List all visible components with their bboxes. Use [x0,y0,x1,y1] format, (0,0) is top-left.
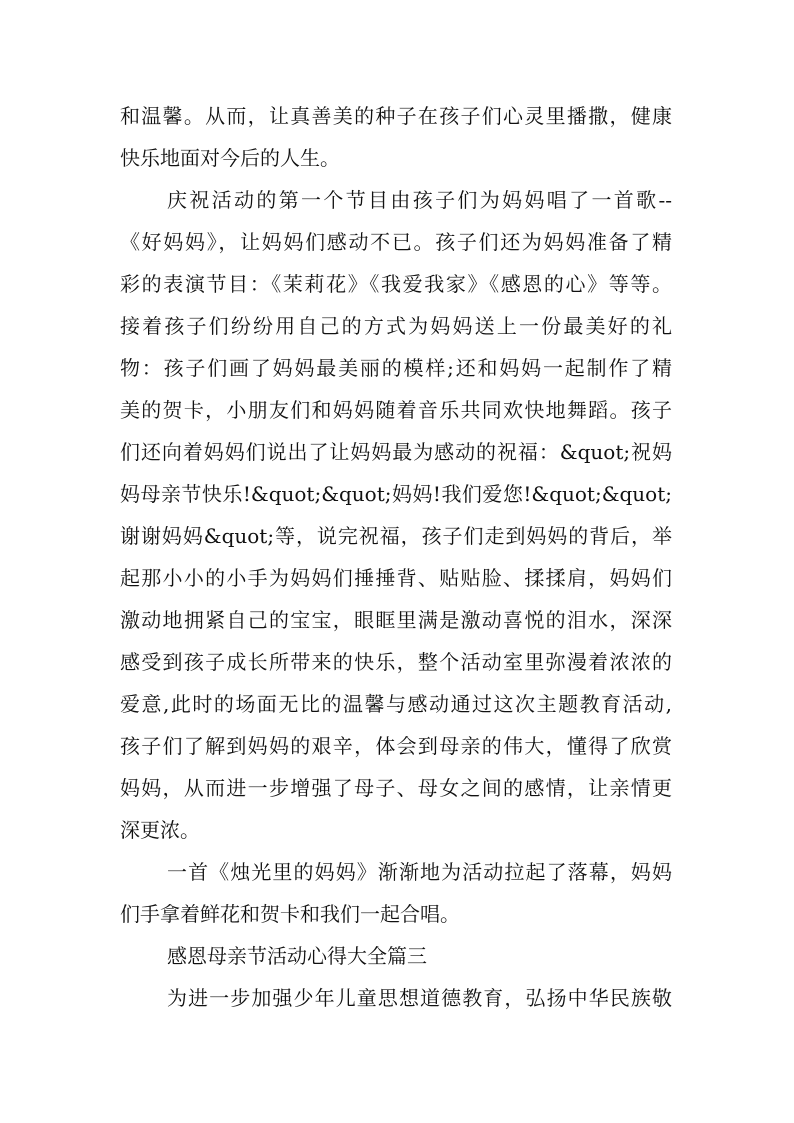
text-line: 接着孩子们纷纷用自己的方式为妈妈送上一份最美好的礼 [120,314,672,338]
text-line: 庆祝活动的第一个节目由孩子们为妈妈唱了一首歌-- [167,188,672,212]
text-line: 美的贺卡，小朋友们和妈妈随着音乐共同欢快地舞蹈。孩子 [120,398,672,422]
text-line: 《好妈妈》，让妈妈们感动不已。孩子们还为妈妈准备了精 [120,230,672,254]
text-line: 彩的表演节目：《茉莉花》《我爱我家》《感恩的心》等等。 [120,272,672,296]
text-line: 孩子们了解到妈妈的艰辛，体会到母亲的伟大，懂得了欣赏 [120,734,672,758]
text-line: 物：孩子们画了妈妈最美丽的模样;还和妈妈一起制作了精 [120,356,672,380]
text-line: 妈妈，从而进一步增强了母子、母女之间的感情，让亲情更 [120,776,672,800]
text-line: 妈母亲节快乐!&quot;&quot;妈妈!我们爱您!&quot;&quot; [120,482,672,506]
text-line: 们还向着妈妈们说出了让妈妈最为感动的祝福：&quot;祝妈 [120,440,672,464]
text-line: 感受到孩子成长所带来的快乐，整个活动室里弥漫着浓浓的 [120,650,672,674]
text-line: 快乐地面对今后的人生。 [120,146,340,170]
section-heading: 感恩母亲节活动心得大全篇三 [167,944,427,968]
text-line: 激动地拥紧自己的宝宝，眼眶里满是激动喜悦的泪水，深深 [120,608,672,632]
text-line: 们手拿着鲜花和贺卡和我们一起合唱。 [120,902,460,926]
text-line: 一首《烛光里的妈妈》渐渐地为活动拉起了落幕，妈妈 [167,860,672,884]
text-line: 起那小小的小手为妈妈们捶捶背、贴贴脸、揉揉肩，妈妈们 [120,566,672,590]
text-line: 谢谢妈妈&quot;等，说完祝福，孩子们走到妈妈的背后，举 [120,524,672,548]
text-line: 爱意,此时的场面无比的温馨与感动通过这次主题教育活动, [120,692,672,716]
text-line: 为进一步加强少年儿童思想道德教育，弘扬中华民族敬 [167,986,672,1010]
text-line: 和温馨。从而，让真善美的种子在孩子们心灵里播撒，健康 [120,104,672,128]
text-line: 深更浓。 [120,818,200,842]
